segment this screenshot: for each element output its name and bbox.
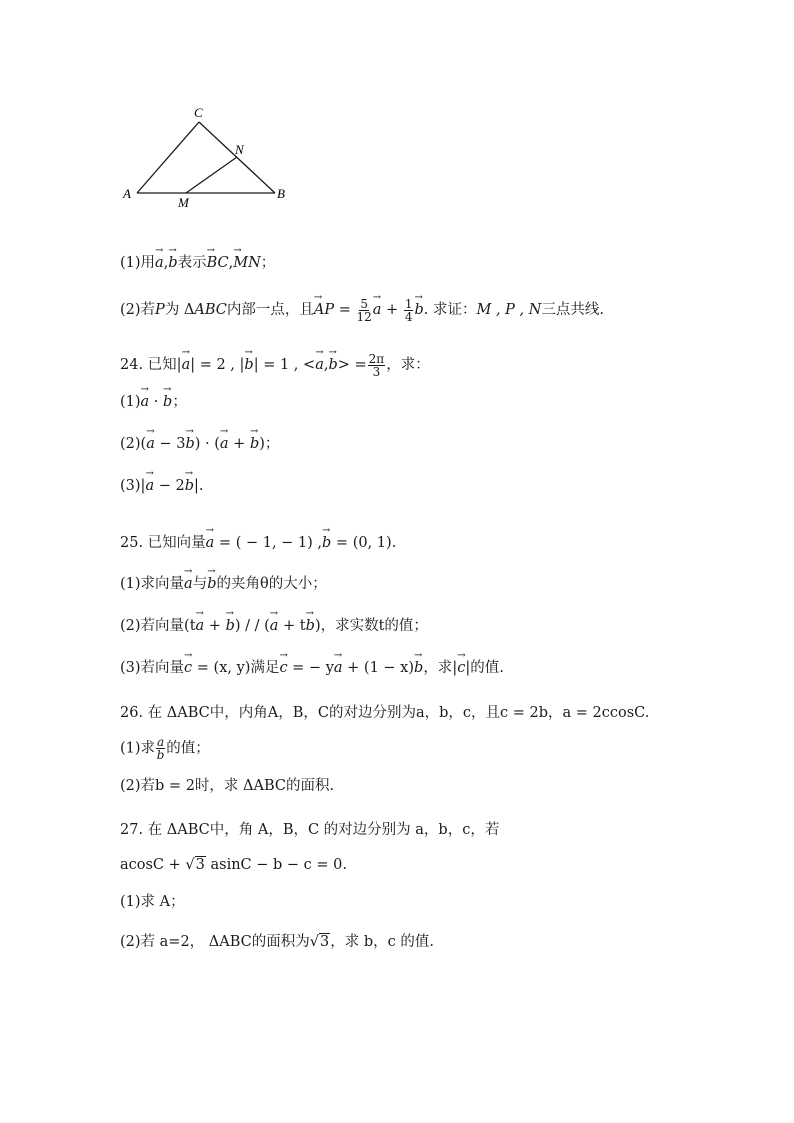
denominator: 4 (404, 309, 413, 324)
text: + (381, 302, 403, 318)
sqrt-3: √3 (309, 934, 330, 950)
text: (1)求向量 (120, 576, 185, 592)
text: > = (337, 357, 367, 373)
text: . (342, 857, 347, 873)
label-M: M (178, 195, 189, 210)
vector-b: → b (414, 655, 423, 678)
fraction-5-12 (357, 298, 372, 323)
label-N: N (235, 142, 244, 157)
text: ； (260, 255, 276, 271)
q27-equation (120, 855, 347, 875)
vector-a: → a (141, 389, 150, 412)
text: . 求证： (423, 302, 477, 318)
text: = − y (287, 660, 334, 676)
text: = ( − 1, − 1) , (214, 535, 323, 551)
vector-b: → b (207, 571, 216, 594)
sqrt-3: √3 (185, 857, 205, 873)
text: 为 Δ (164, 302, 195, 318)
text: 的值； (166, 740, 210, 757)
vector-b: → b (244, 352, 253, 375)
text: acosC + (120, 857, 186, 873)
text: (2)若 a=2， ΔABC的面积为 (120, 934, 310, 950)
text: ； (264, 436, 280, 452)
text: + (1 − x) (342, 660, 415, 676)
q25-head (120, 530, 396, 553)
q24-part1: (1)→ a · → b； (120, 389, 187, 412)
vector-a: → a (196, 613, 205, 636)
vector-BC: → BC (207, 250, 229, 273)
text: 25. 已知向量 (120, 535, 206, 551)
vector-a: → a (145, 473, 154, 496)
fraction-1-4 (404, 298, 414, 323)
vector-b: → b (306, 613, 315, 636)
vector-b: → b (163, 389, 172, 412)
label-C: C (194, 105, 203, 120)
text: , (323, 357, 329, 373)
text: (3)若向量 (120, 660, 185, 676)
denominator: 3 (372, 364, 381, 379)
q25-part2: (2)若向量(t→ a + → b) / / (→ a + t→ b)，求实数t的值； (120, 613, 428, 636)
q25-part1 (120, 571, 327, 594)
radicand: 3 (320, 934, 330, 950)
vector-a: → a (206, 530, 215, 553)
vector-a: → a (184, 571, 193, 594)
text: 的夹角θ的大小； (216, 576, 327, 592)
text: (1)求 (120, 740, 156, 757)
text: (1) (120, 394, 141, 410)
points: M , P , N (476, 302, 542, 318)
q27-part1: (1)求 A； (120, 894, 185, 910)
text: asinC − b − c = 0 (205, 857, 343, 873)
point-P: P (155, 302, 165, 318)
vector-c: → c (184, 655, 192, 678)
numerator: 5 (360, 296, 368, 311)
vector-b: → b (250, 431, 259, 454)
text: 与 (192, 576, 208, 592)
vector-a: → a (270, 613, 279, 636)
text: (2)若向量 (120, 618, 185, 634)
numerator: a (157, 735, 165, 749)
vector-b: → b (328, 352, 337, 375)
numerator: 1 (404, 296, 413, 311)
text: ，求 b，c 的值. (330, 934, 434, 950)
text: ； (172, 394, 187, 410)
text: = (x, y)满足 (192, 660, 280, 676)
vector-a: → a (315, 352, 324, 375)
vector-c: → c (279, 655, 287, 678)
text: . (198, 478, 204, 494)
label-A: A (123, 186, 131, 201)
text: , (163, 255, 169, 271)
vector-AP: → AP (314, 297, 334, 320)
q26-part2: (2)若b = 2时，求 ΔABC的面积. (120, 778, 335, 794)
text: = (0, 1) (331, 535, 392, 551)
text: . (391, 535, 397, 551)
q23-part2 (120, 297, 604, 323)
q27-head: 27. 在 ΔABC中，角 A，B，C 的对边分别为 a，b，c，若 (120, 822, 500, 838)
q26-part1 (120, 736, 210, 761)
text: = (334, 302, 356, 318)
text: 表示 (177, 255, 207, 271)
text: ，求： (386, 357, 430, 373)
text: (1)用 (120, 255, 156, 271)
text: (2)若 (120, 302, 156, 318)
text: 24. 已知 (120, 357, 177, 373)
vector-b: → b (185, 473, 194, 496)
text: 内部一点，且 (226, 302, 314, 318)
q24-head: 24. 已知|→ a| = 2 , |→ b| = 1 , <→ a,→ b> = $\frac{2\pi}{3}$ ，求： (120, 352, 430, 378)
vector-a: → a (182, 352, 191, 375)
vector-c: → c (457, 655, 465, 678)
text: , (228, 255, 234, 271)
q27-part2 (120, 932, 434, 952)
denominator: 12 (356, 309, 372, 324)
vector-a: → a (220, 431, 229, 454)
vector-a: → a (334, 655, 343, 678)
vector-b: → b (322, 530, 331, 553)
vector-a: → a (373, 297, 382, 320)
numerator: 2π (368, 351, 385, 366)
q24-part3: (3)|→ a − 2→ b|. (120, 473, 203, 496)
radicand: 3 (195, 857, 205, 873)
text: 三点共线. (541, 302, 605, 318)
fraction-a-b (156, 736, 165, 761)
text: (3) (120, 478, 141, 494)
q25-part3: (3)若向量→ c = (x, y)满足→ c = − y→ a + (1 − x)→ b，求|→ c|的值. (120, 655, 504, 678)
label-B: B (277, 186, 285, 201)
q26-head: 26. 在 ΔABC中，内角A，B，C的对边分别为a，b，c，且c = 2b，a = 2ccosC. (120, 705, 650, 721)
text: | = 1 , < (253, 357, 316, 373)
text: ，求 (423, 660, 453, 676)
text: ，求实数t的值； (320, 618, 428, 634)
triangle-ABC: ABC (194, 302, 227, 318)
vector-a: → a (146, 431, 155, 454)
text: (2) (120, 436, 141, 452)
q23-part1 (120, 250, 275, 273)
vector-b: → b (185, 431, 194, 454)
vector-a: → a (155, 250, 164, 273)
text: | = 2 , | (190, 357, 245, 373)
triangle-figure (110, 100, 310, 220)
text: 的值. (470, 660, 504, 676)
fraction-2pi-3 (368, 353, 386, 378)
vector-MN: → MN (233, 250, 261, 273)
vector-b: → b (168, 250, 177, 273)
q24-part2: (2)(→ a − 3→ b) · (→ a + → b)； (120, 431, 279, 454)
vector-b: → b (414, 297, 423, 320)
vector-b: → b (226, 613, 235, 636)
denominator: b (156, 748, 165, 762)
triangle-diagram (110, 100, 310, 220)
